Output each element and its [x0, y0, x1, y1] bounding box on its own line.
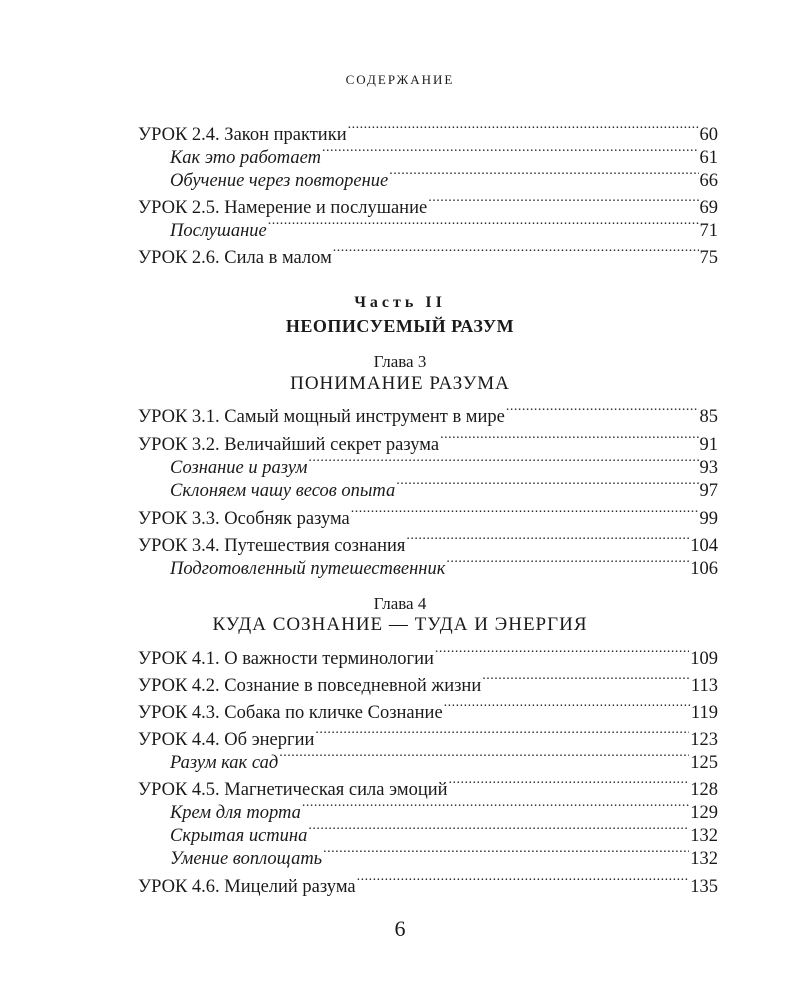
toc-entry-page: 119	[690, 703, 718, 723]
toc-subentry-title: Склоняем чашу весов опыта	[170, 481, 396, 501]
toc-subentry-title: Скрытая истина	[170, 826, 308, 846]
toc-entry-page: 113	[690, 676, 718, 696]
toc-entry-page: 128	[690, 780, 718, 800]
toc-entry-page: 85	[699, 407, 718, 427]
toc-subentry-page: 71	[699, 221, 718, 241]
toc-entry-page: 69	[699, 198, 718, 218]
toc-subentry	[170, 746, 718, 774]
toc-entry-title: УРОК 2.6. Сила в малом	[138, 248, 332, 268]
toc-entry-title: УРОК 2.4. Закон практики	[138, 125, 347, 145]
toc-subentry	[170, 474, 718, 502]
toc-subentry-page: 61	[699, 148, 718, 168]
toc-entry	[138, 400, 718, 428]
toc-subentry-page: 132	[690, 826, 718, 846]
toc-entry-page: 109	[690, 649, 718, 669]
chapter-label: Глава 4	[373, 594, 427, 613]
toc-entry-page: 60	[699, 125, 718, 145]
toc-subentry-title: Подготовленный путешественник	[170, 559, 446, 579]
toc-entry-title: УРОК 3.1. Самый мощный инструмент в мире	[138, 407, 505, 427]
toc-subentry-page: 132	[690, 849, 718, 869]
toc-entry	[138, 241, 718, 269]
toc-subentry-title: Крем для торта	[170, 803, 301, 823]
toc-entry	[138, 502, 718, 530]
part-label: Часть II	[354, 294, 446, 311]
toc-entry-title: УРОК 3.4. Путешествия сознания	[138, 536, 406, 556]
toc-subentry-page: 129	[690, 803, 718, 823]
toc-subentry-page: 125	[690, 753, 718, 773]
chapter-title: ПОНИМАНИЕ РАЗУМА	[290, 373, 510, 394]
toc-entry-page: 91	[699, 435, 718, 455]
toc-subentry-title: Умение воплощать	[170, 849, 323, 869]
toc-entry	[138, 870, 718, 898]
toc-subentry	[170, 164, 718, 192]
toc-subentry-title: Разум как сад	[170, 753, 279, 773]
toc-subentry-title: Как это работает	[170, 148, 321, 168]
toc-entry-title: УРОК 4.4. Об энергии	[138, 730, 315, 750]
toc-entry-title: УРОК 4.2. Сознание в повседневной жизни	[138, 676, 482, 696]
toc-subentry-title: Сознание и разум	[170, 458, 308, 478]
running-header: СОДЕРЖАНИЕ	[345, 72, 455, 87]
toc-entry	[138, 669, 718, 697]
toc-entry-page: 123	[690, 730, 718, 750]
toc-entry-title: УРОК 3.2. Величайший секрет разума	[138, 435, 440, 455]
chapter-title: КУДА СОЗНАНИЕ — ТУДА И ЭНЕРГИЯ	[212, 614, 588, 635]
part-title: НЕОПИСУЕМЫЙ РАЗУМ	[285, 316, 515, 336]
toc-entry-page: 104	[690, 536, 718, 556]
toc-entry-title: УРОК 4.6. Мицелий разума	[138, 877, 356, 897]
toc-entry-page: 99	[699, 509, 718, 529]
toc-entry-title: УРОК 4.1. О важности терминологии	[138, 649, 434, 669]
toc-entry-page: 75	[699, 248, 718, 268]
toc-subentry-page: 93	[699, 458, 718, 478]
chapter-label: Глава 3	[373, 352, 427, 371]
toc-subentry-page: 66	[699, 171, 718, 191]
toc-entry	[138, 696, 718, 724]
toc-entry-title: УРОК 2.5. Намерение и послушание	[138, 198, 428, 218]
toc-subentry	[170, 842, 718, 870]
toc-subentry-title: Обучение через повторение	[170, 171, 389, 191]
toc-entry-title: УРОК 4.3. Собака по кличке Сознание	[138, 703, 443, 723]
toc-entry-title: УРОК 4.5. Магнетическая сила эмоций	[138, 780, 448, 800]
toc-entry-page: 135	[690, 877, 718, 897]
toc-subentry	[170, 214, 718, 242]
toc-subentry-title: Послушание	[170, 221, 267, 241]
toc-subentry-page: 97	[699, 481, 718, 501]
toc-entry-title: УРОК 3.3. Особняк разума	[138, 509, 350, 529]
page-number: 6	[394, 916, 406, 941]
toc-subentry	[170, 552, 718, 580]
toc-subentry-page: 106	[690, 559, 718, 579]
toc-entry	[138, 642, 718, 670]
